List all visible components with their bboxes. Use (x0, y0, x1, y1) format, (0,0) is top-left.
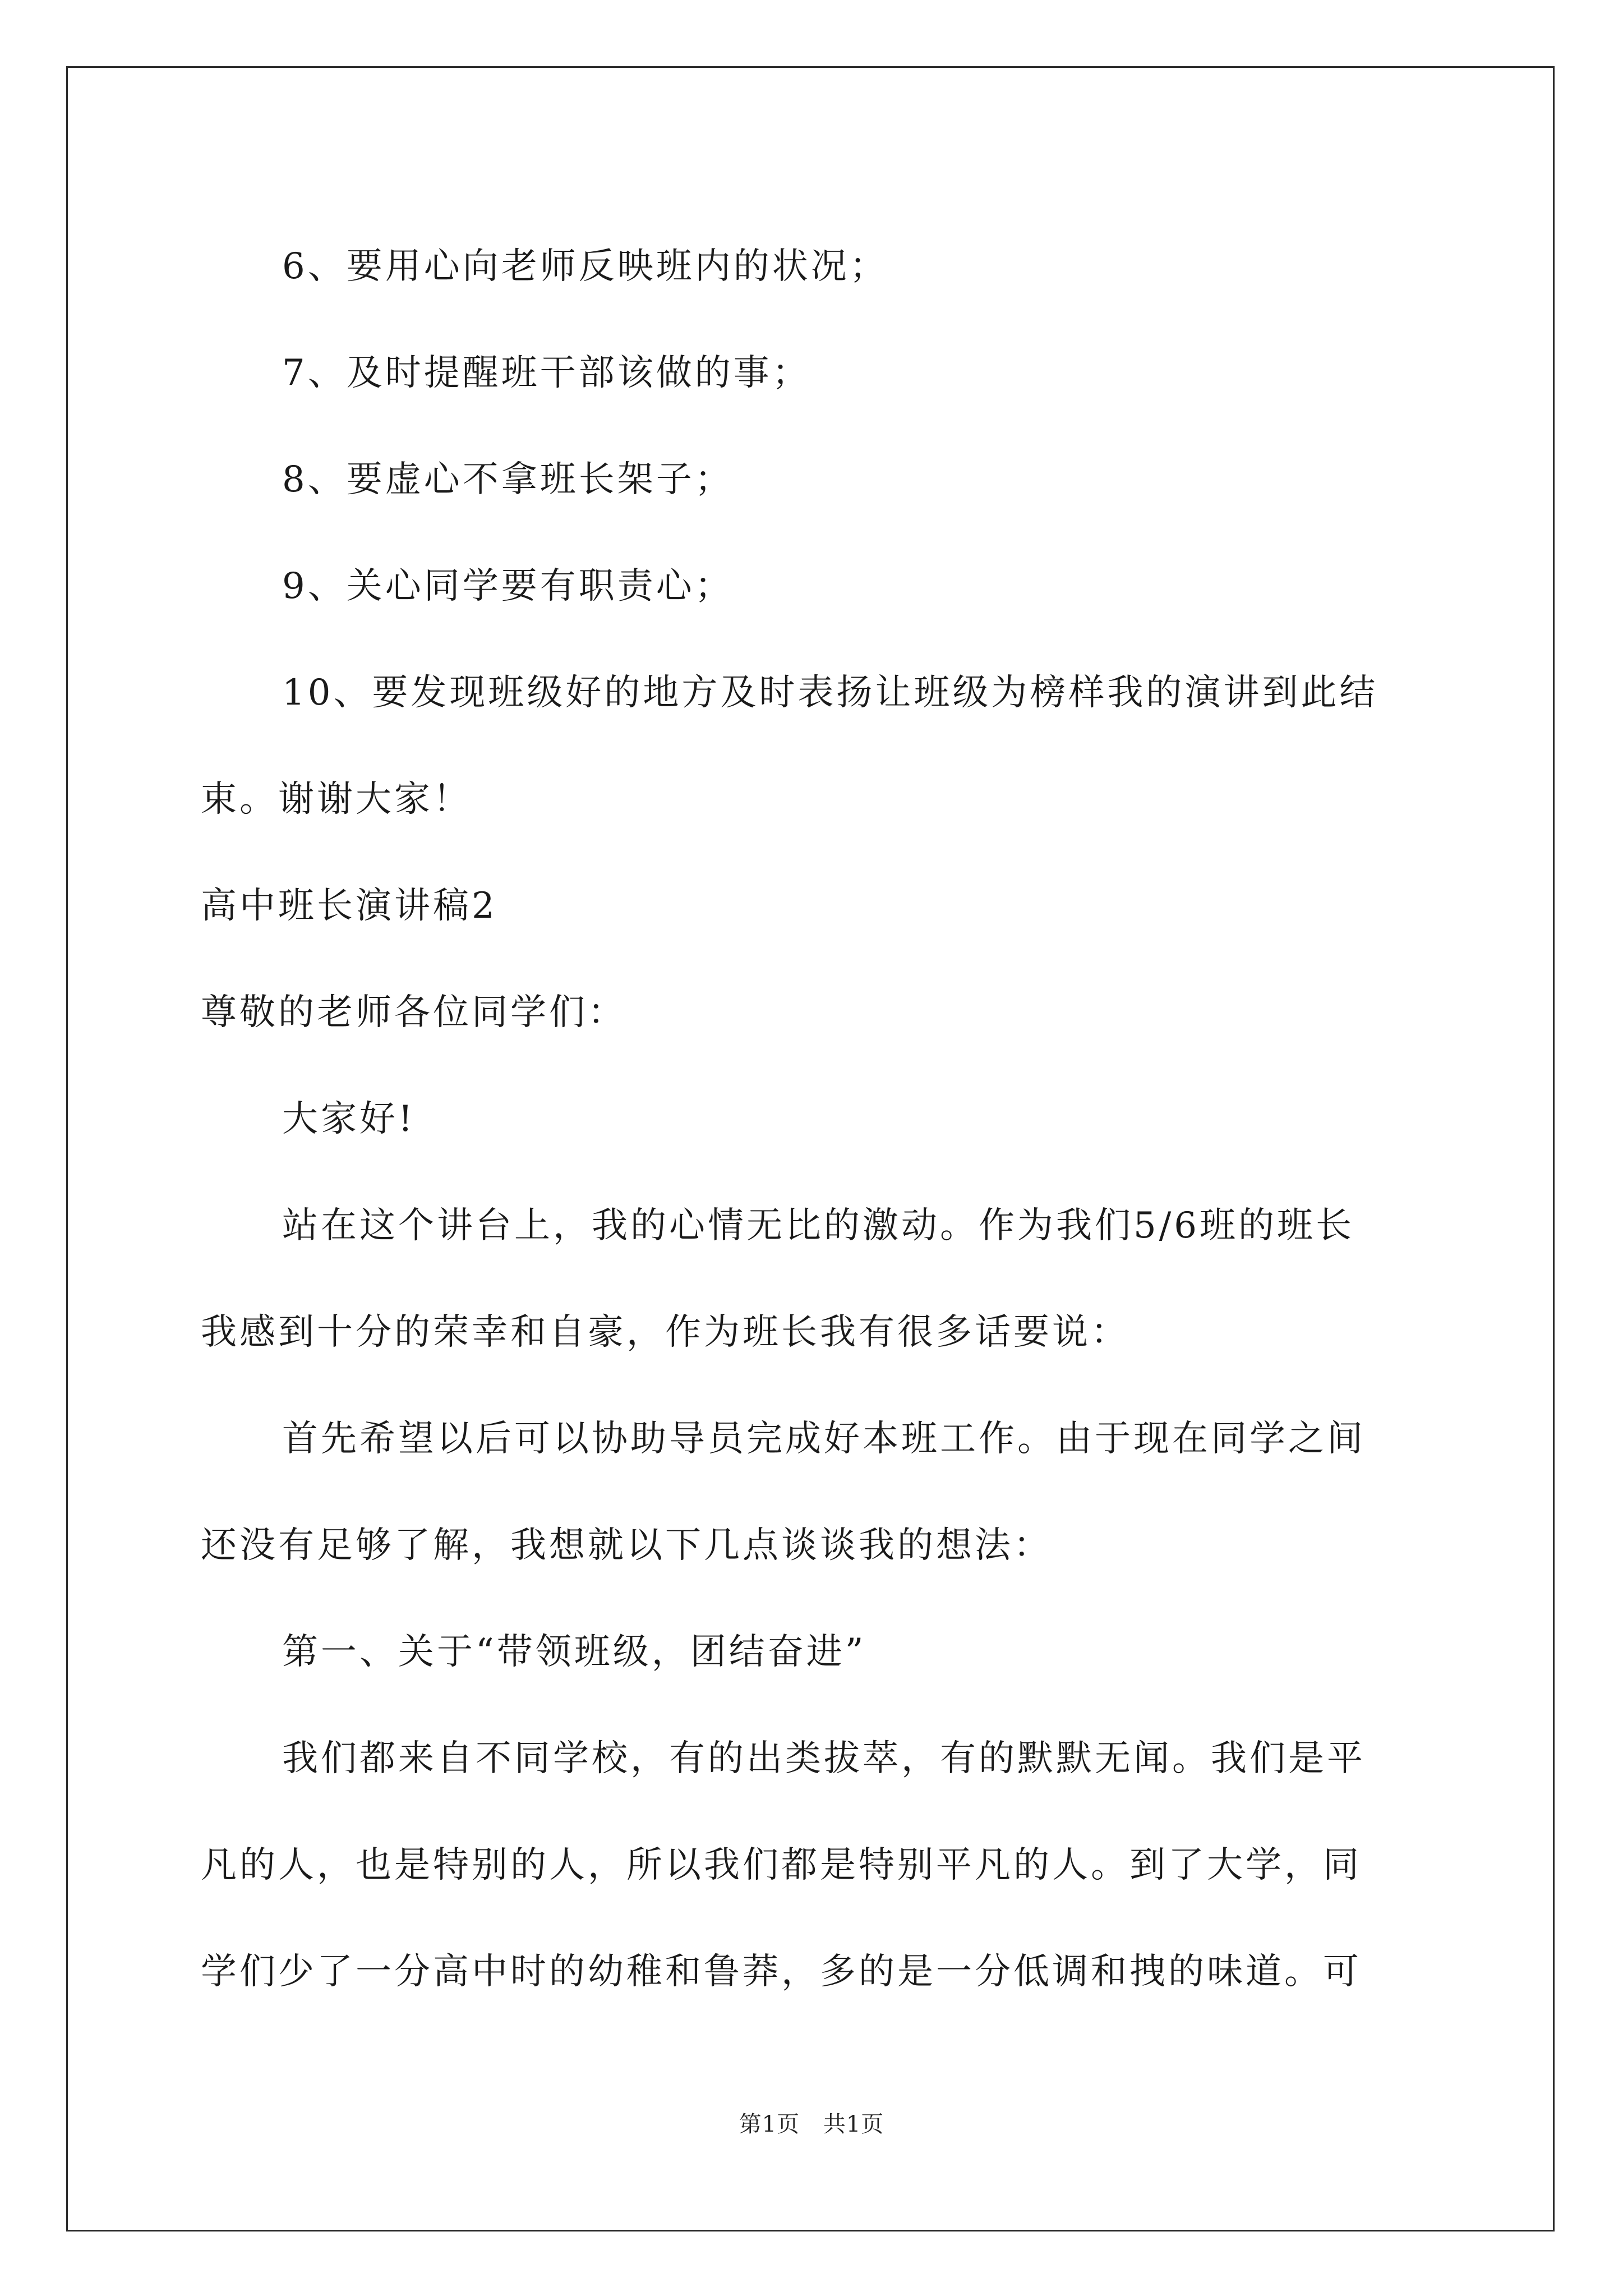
paragraph-line: 首先希望以后可以协助导员完成好本班工作。由于现在同学之间 (282, 1418, 1366, 1460)
page-total: 共1页 (823, 2111, 884, 2137)
paragraph-line: 学们少了一分高中时的幼稚和鲁莽，多的是一分低调和拽的味道。可 (201, 1951, 1362, 1993)
paragraph-line: 7、及时提醒班干部该做的事； (282, 352, 811, 394)
salutation: 尊敬的老师各位同学们： (201, 992, 626, 1033)
paragraph-line: 还没有足够了解，我想就以下几点谈谈我的想法： (201, 1525, 1052, 1566)
greeting: 大家好! (282, 1098, 416, 1140)
paragraph-line: 站在这个讲台上，我的心情无比的激动。作为我们5/6班的班长 (282, 1205, 1354, 1246)
paragraph-line: 8、要虚心不拿班长架子； (282, 459, 734, 500)
paragraph-line: 我感到十分的荣幸和自豪，作为班长我有很多话要说： (201, 1312, 1129, 1353)
page-footer (0, 2106, 1623, 2138)
paragraph-line: 9、关心同学要有职责心； (282, 565, 734, 607)
paragraph-line: 6、要用心向老师反映班内的状况； (282, 246, 888, 287)
section-title: 高中班长演讲稿2 (201, 885, 497, 927)
subheading: 第一、关于“带领班级，团结奋进” (282, 1631, 866, 1673)
paragraph-line: 凡的人，也是特别的人，所以我们都是特别平凡的人。到了大学，同 (201, 1844, 1362, 1886)
paragraph-line: 束。谢谢大家！ (201, 779, 472, 820)
document-body (201, 213, 1435, 2025)
paragraph-line: 我们都来自不同学校，有的出类拔萃，有的默默无闻。我们是平 (282, 1738, 1366, 1779)
page-number: 第1页 (739, 2111, 800, 2137)
paragraph-line: 10、要发现班级好的地方及时表扬让班级为榜样我的演讲到此结 (282, 672, 1378, 714)
